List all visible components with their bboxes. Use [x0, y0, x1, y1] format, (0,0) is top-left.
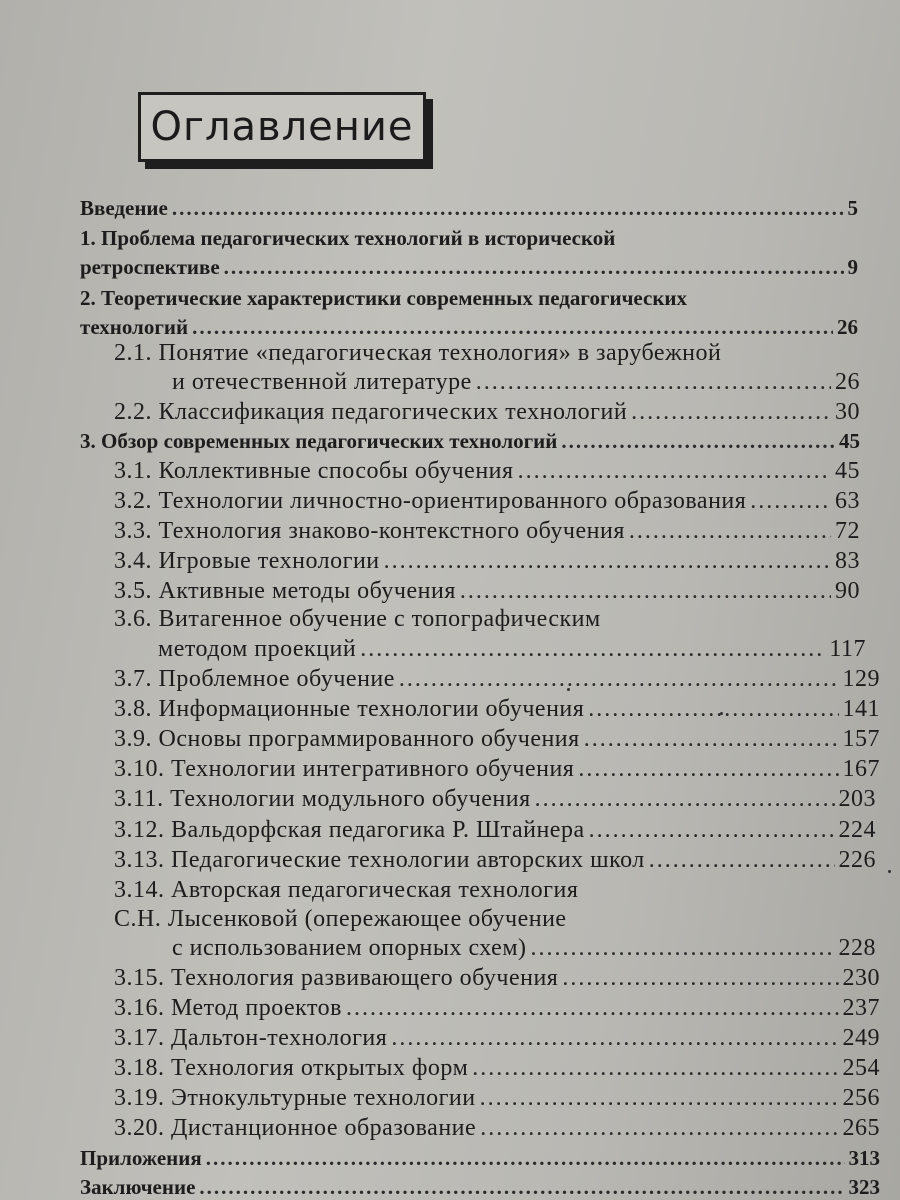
toc-entry: 2.1. Понятие «педагогическая технология» в зарубежной: [114, 340, 722, 366]
page-number: 83: [835, 548, 860, 574]
page-number: 72: [835, 518, 860, 544]
toc-entry: 3.7. Проблемное обучение ..... 129: [114, 664, 880, 694]
toc-entry: 2.2. Классификация педагогических технологий ..... 30: [114, 397, 860, 427]
toc-entry: методом проекций ..... 117: [158, 634, 866, 664]
toc-entry: 3. Обзор современных педагогических технологий ..... 45: [80, 426, 860, 456]
leader-dots: [518, 456, 831, 486]
page-number: 157: [842, 726, 880, 752]
page-number: 323: [848, 1175, 880, 1199]
page-number: 63: [835, 488, 860, 514]
page-title: Оглавление: [150, 104, 414, 150]
page-number: 203: [838, 786, 876, 812]
leader-dots: [206, 1143, 845, 1173]
page-number: 228: [838, 935, 876, 961]
page-number: 9: [847, 255, 858, 279]
page-number: 313: [848, 1146, 880, 1170]
toc-entry: Приложения ..... 313: [80, 1143, 880, 1173]
toc-entry: 3.19. Этнокультурные технологии ..... 256: [114, 1083, 880, 1113]
toc-entry: 3.6. Витагенное обучение с топографическим: [114, 606, 601, 632]
toc-entry: Введение ..... 5: [80, 193, 858, 223]
page-number: 45: [839, 429, 860, 453]
toc-entry: 3.10. Технологии интегративного обучения ..... 167: [114, 754, 880, 784]
leader-dots: [578, 754, 838, 784]
leader-dots: [384, 546, 831, 576]
leader-dots: [399, 664, 839, 694]
leader-dots: [629, 516, 831, 546]
toc-entry: и отечественной литературе ..... 26: [172, 367, 860, 397]
page-number: 265: [842, 1115, 880, 1141]
page-number: 129: [842, 666, 880, 692]
leader-dots: [649, 845, 835, 875]
toc-entry: 1. Проблема педагогических технологий в исторической: [80, 226, 616, 250]
leader-dots: [750, 486, 831, 516]
page-number: 45: [835, 458, 860, 484]
leader-dots: [562, 963, 838, 993]
page-number: 237: [842, 995, 880, 1021]
toc-entry: 3.5. Активные методы обучения ..... 90: [114, 576, 860, 606]
leader-dots: [224, 252, 844, 282]
page-number: 26: [837, 315, 858, 339]
toc-entry: 3.1. Коллективные способы обучения ..... 45: [114, 456, 860, 486]
toc-entry: 3.8. Информационные технологии обучения ..... 141: [114, 694, 880, 724]
leader-dots: [360, 634, 825, 664]
leader-dots: [472, 1053, 838, 1083]
toc-entry: 3.15. Технология развивающего обучения ..... 230: [114, 963, 880, 993]
page-number: 30: [835, 399, 860, 425]
page-number: 254: [842, 1055, 880, 1081]
toc-entry: Заключение ..... 323: [80, 1172, 880, 1200]
page-number: 167: [842, 756, 880, 782]
leader-dots: [631, 397, 831, 427]
page-number: 249: [842, 1025, 880, 1051]
dust-speck: [888, 870, 891, 873]
dust-speck: [720, 712, 723, 715]
page-number: 141: [842, 696, 880, 722]
toc-entry: 3.13. Педагогические технологии авторских школ ..... 226: [114, 845, 876, 875]
page-number: 90: [835, 578, 860, 604]
page-number: 256: [842, 1085, 880, 1111]
page-number: 230: [842, 965, 880, 991]
leader-dots: [199, 1172, 844, 1200]
page-number: 5: [847, 196, 858, 220]
page-number: 226: [838, 847, 876, 873]
page-number: 26: [835, 369, 860, 395]
toc-entry: с использованием опорных схем) ..... 228: [172, 933, 876, 963]
toc-entry: 3.14. Авторская педагогическая технология: [114, 877, 579, 903]
toc-entry: 3.12. Вальдорфская педагогика Р. Штайнера ..... 224: [114, 815, 876, 845]
toc-entry: 3.16. Метод проектов ..... 237: [114, 993, 880, 1023]
dust-speck: [567, 688, 570, 691]
leader-dots: [589, 815, 835, 845]
toc-entry: 3.17. Дальтон-технология ..... 249: [114, 1023, 880, 1053]
toc-entry: 3.2. Технологии личностно-ориентированного образования ..... 63: [114, 486, 860, 516]
leader-dots: [172, 193, 844, 223]
toc-entry: 3.20. Дистанционное образование ..... 265: [114, 1113, 880, 1143]
leader-dots: [480, 1083, 839, 1113]
leader-dots: [588, 694, 838, 724]
toc-entry: 3.11. Технологии модульного обучения ..... 203: [114, 784, 876, 814]
toc-entry: С.Н. Лысенковой (опережающее обучение: [114, 906, 567, 932]
toc-entry: 3.4. Игровые технологии ..... 83: [114, 546, 860, 576]
leader-dots: [346, 993, 838, 1023]
leader-dots: [391, 1023, 838, 1053]
toc-entry: 3.3. Технология знаково-контекстного обучения ..... 72: [114, 516, 860, 546]
toc-entry: 3.9. Основы программированного обучения ..... 157: [114, 724, 880, 754]
leader-dots: [476, 367, 831, 397]
toc-entry: 2. Теоретические характеристики современных педагогических: [80, 286, 688, 310]
leader-dots: [460, 576, 831, 606]
leader-dots: [561, 426, 835, 456]
toc-entry: технологий ..... 26: [80, 312, 858, 342]
toc-entry: 3.18. Технология открытых форм ..... 254: [114, 1053, 880, 1083]
leader-dots: [584, 724, 839, 754]
leader-dots: [535, 784, 835, 814]
page-number: 117: [829, 636, 866, 662]
leader-dots: [531, 933, 835, 963]
leader-dots: [480, 1113, 838, 1143]
page-number: 224: [838, 817, 876, 843]
toc-entry: ретроспективе ..... 9: [80, 252, 858, 282]
